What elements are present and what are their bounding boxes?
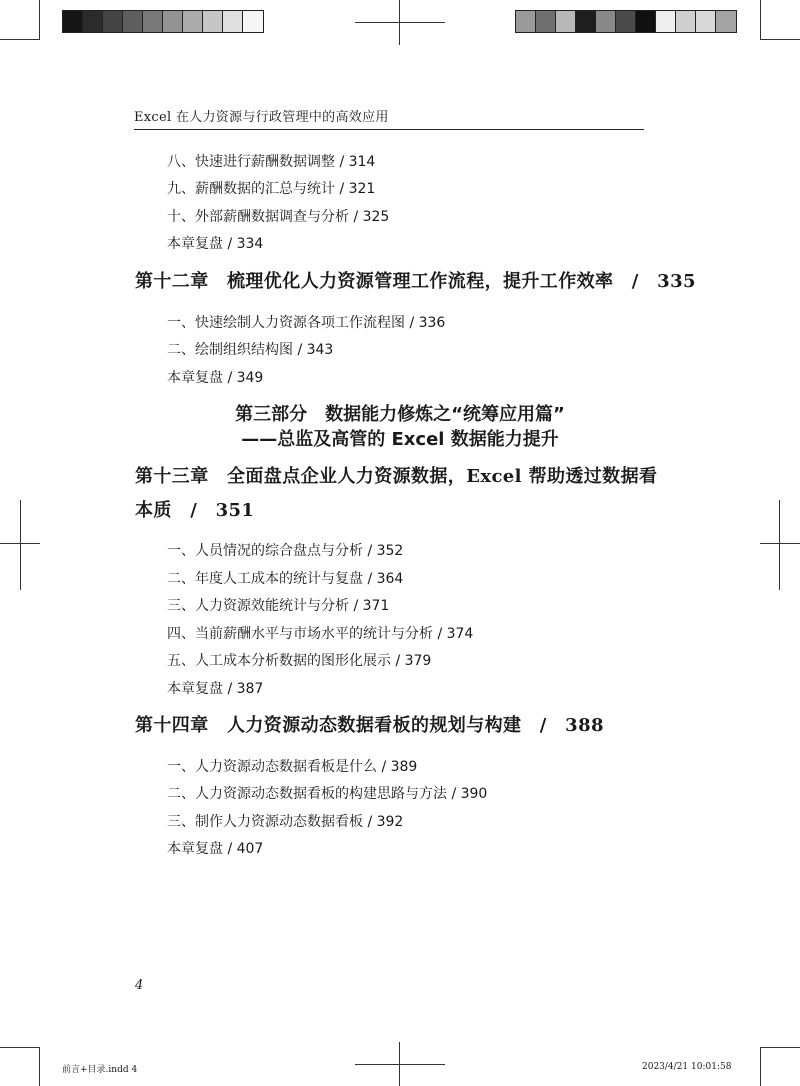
color-swatch — [103, 11, 123, 32]
footer-file-name: 前言+目录.indd 4 — [62, 1065, 138, 1075]
toc-entry: 四、当前薪酬水平与市场水平的统计与分析 / 374 — [167, 626, 474, 642]
toc-entry: 一、人员情况的综合盘点与分析 / 352 — [167, 543, 404, 559]
toc-entry: 本章复盘 / 387 — [167, 681, 264, 697]
color-swatch — [556, 11, 576, 32]
toc-entry: 二、年度人工成本的统计与复盘 / 364 — [167, 571, 404, 587]
toc-entry: 三、制作人力资源动态数据看板 / 392 — [167, 814, 404, 830]
toc-entry: 一、快速绘制人力资源各项工作流程图 / 336 — [167, 315, 446, 331]
color-swatch — [203, 11, 223, 32]
header-rule — [134, 129, 644, 130]
color-swatch — [716, 11, 736, 32]
color-swatch — [63, 11, 83, 32]
chapter-heading-continued: 本质 / 351 — [135, 500, 255, 521]
footer-timestamp: 2023/4/21 10:01:58 — [642, 1062, 732, 1072]
color-swatch — [696, 11, 716, 32]
toc-entry: 二、人力资源动态数据看板的构建思路与方法 / 390 — [167, 786, 488, 802]
color-swatch — [616, 11, 636, 32]
toc-entry: 本章复盘 / 407 — [167, 841, 264, 857]
toc-entry: 八、快速进行薪酬数据调整 / 314 — [167, 154, 376, 170]
color-swatch — [536, 11, 556, 32]
color-swatch — [656, 11, 676, 32]
color-swatch — [516, 11, 536, 32]
toc-entry: 本章复盘 / 334 — [167, 236, 264, 252]
grayscale-color-bar-right — [515, 10, 737, 33]
color-swatch — [223, 11, 243, 32]
toc-entry: 九、薪酬数据的汇总与统计 / 321 — [167, 181, 376, 197]
toc-entry: 五、人工成本分析数据的图形化展示 / 379 — [167, 653, 432, 669]
color-swatch — [243, 11, 263, 32]
color-swatch — [596, 11, 616, 32]
color-swatch — [183, 11, 203, 32]
chapter-heading: 第十二章 梳理优化人力资源管理工作流程，提升工作效率 / 335 — [135, 271, 696, 292]
chapter-heading: 第十四章 人力资源动态数据看板的规划与构建 / 388 — [135, 715, 604, 736]
chapter-heading: 第十三章 全面盘点企业人力资源数据，Excel 帮助透过数据看 — [135, 466, 658, 487]
color-swatch — [123, 11, 143, 32]
color-swatch — [163, 11, 183, 32]
toc-entry: 一、人力资源动态数据看板是什么 / 389 — [167, 759, 418, 775]
part-heading: 第三部分 数据能力修炼之“统筹应用篇” — [235, 404, 565, 425]
toc-entry: 三、人力资源效能统计与分析 / 371 — [167, 598, 390, 614]
grayscale-color-bar-left — [62, 10, 264, 33]
color-swatch — [576, 11, 596, 32]
color-swatch — [636, 11, 656, 32]
toc-entry: 本章复盘 / 349 — [167, 370, 264, 386]
toc-entry: 十、外部薪酬数据调查与分析 / 325 — [167, 209, 390, 225]
color-swatch — [83, 11, 103, 32]
running-header-title: Excel 在人力资源与行政管理中的高效应用 — [134, 110, 389, 125]
page-number: 4 — [135, 978, 144, 993]
toc-entry: 二、绘制组织结构图 / 343 — [167, 342, 334, 358]
color-swatch — [676, 11, 696, 32]
color-swatch — [143, 11, 163, 32]
part-subheading: ——总监及高管的 Excel 数据能力提升 — [241, 429, 559, 450]
